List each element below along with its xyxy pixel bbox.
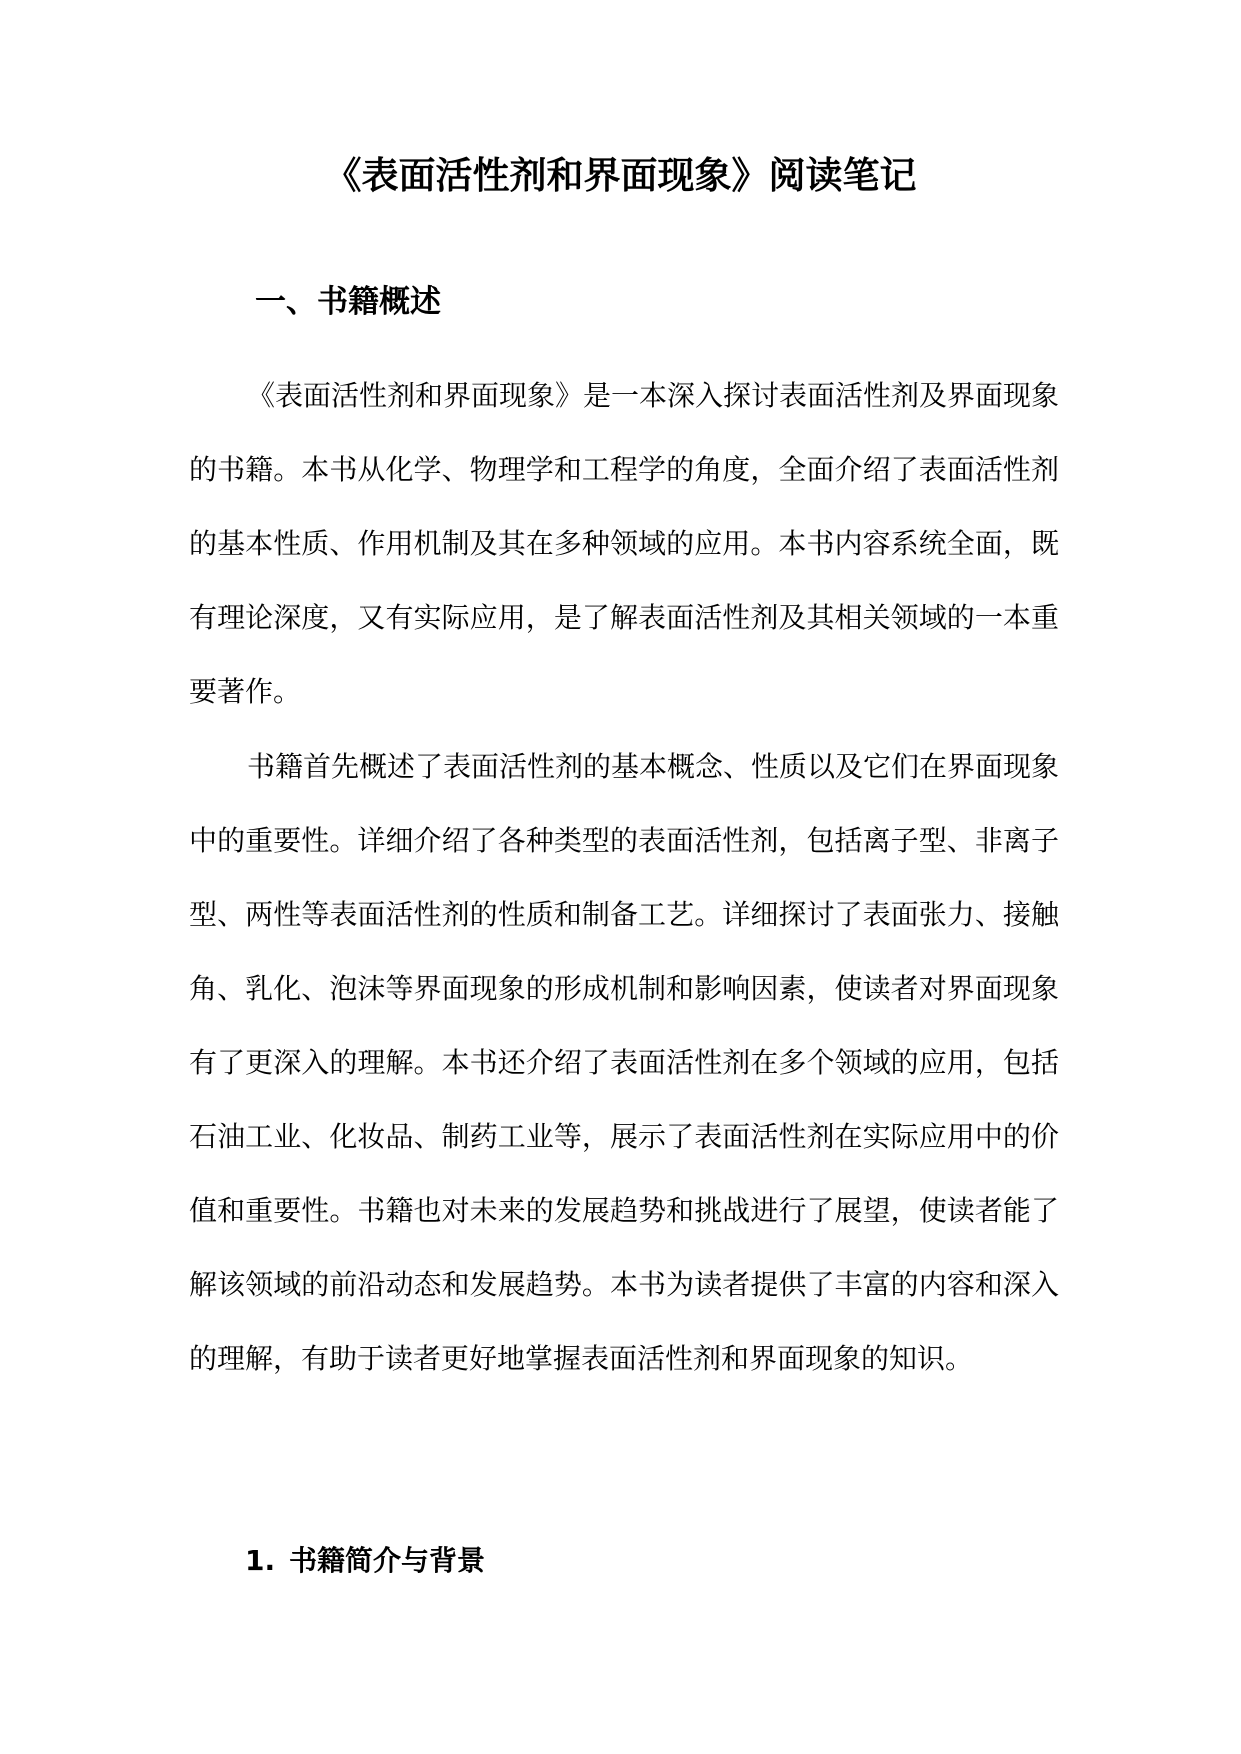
body-paragraph-1: 《表面活性剂和界面现象》是一本深入探讨表面活性剂及界面现象的书籍。本书从化学、物理学和工程学的角度，全面介绍了表面活性剂的基本性质、作用机制及其在多种领域的应用。本书内容系统全面，既有理论深度，又有实际应用，是了解表面活性剂及其相关领域的一本重要著作。 bbox=[189, 379, 1060, 708]
document-title: 《表面活性剂和界面现象》阅读笔记 bbox=[324, 154, 917, 197]
subsection-heading bbox=[245, 1541, 485, 1581]
section-heading: 一、书籍概述 bbox=[255, 284, 441, 320]
subsection-number: 1. bbox=[245, 1544, 276, 1577]
body-paragraph-2: 书籍首先概述了表面活性剂的基本概念、性质以及它们在界面现象中的重要性。详细介绍了各种类型的表面活性剂，包括离子型、非离子型、两性等表面活性剂的性质和制备工艺。详细探讨了表面张力、接触角、乳化、泡沫等界面现象的形成机制和影响因素，使读者对界面现象有了更深入的理解。本书还介绍了表面活性剂在多个领域的应用，包括石油工业、化妆品、制药工业等，展示了表面活性剂在实际应用中的价值和重要性。书籍也对未来的发展趋势和挑战进行了展望，使读者能了解该领域的前沿动态和发展趋势。本书为读者提供了丰富的内容和深入的理解，有助于读者更好地掌握表面活性剂和界面现象的知识。 bbox=[189, 750, 1060, 1375]
subsection-title: 书籍简介与背景 bbox=[289, 1544, 486, 1577]
